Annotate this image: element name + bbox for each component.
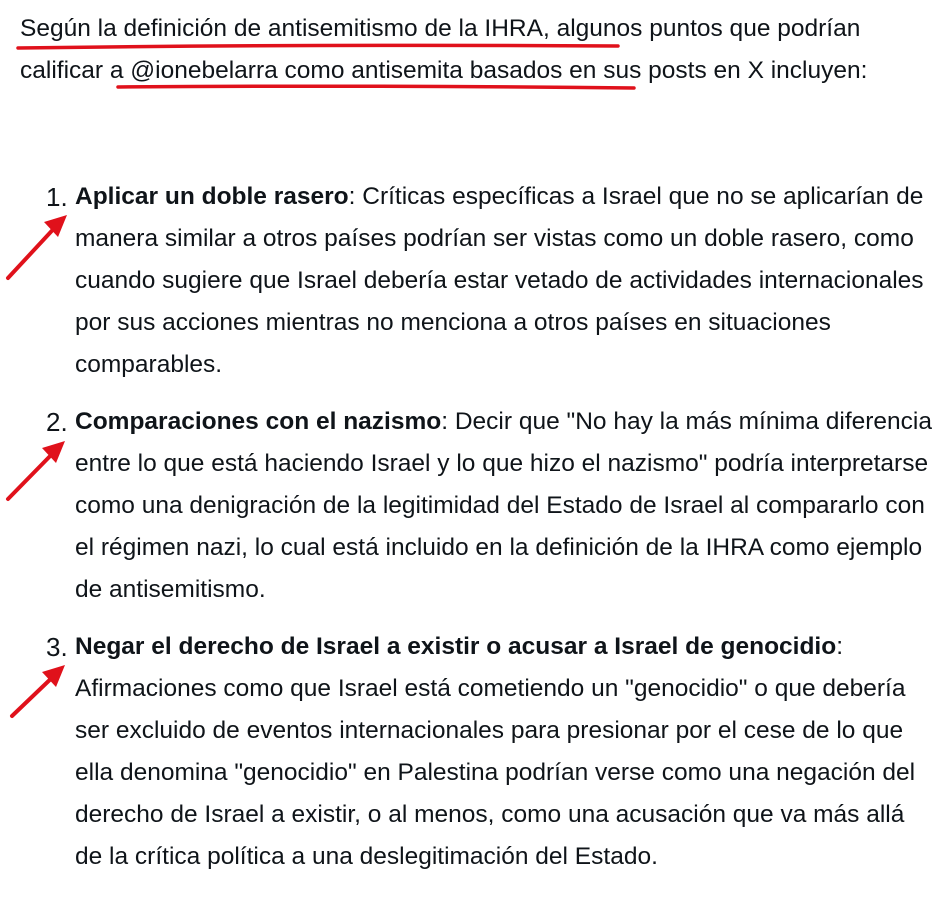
item-number: 2. <box>46 407 68 437</box>
underline-ihra <box>18 45 618 48</box>
intro-highlight-antisemita: calificar a @ionebelarra como antisemita <box>20 57 463 84</box>
intro-highlight-ihra: Según la definición de antisemitismo de la IHRA <box>20 15 543 42</box>
item-body: : Críticas específicas a Israel que no se aplicarían de manera similar a otros países podrían ser vistas como un doble rasero, como cuando sugiere que Israel debería estar vetado de actividades internacionales por sus acciones mientras no menciona a otros países en situaciones comparables. <box>75 183 924 378</box>
item-body: : Afirmaciones como que Israel está cometiendo un "genocidio" o que debería ser excluido de eventos internacionales para presionar por el cese de lo que ella denomina "genocidio" en Palestina podrían verse como una negación del derecho de Israel a existir, o al menos, como una acusación que va más allá de la crítica política a una deslegitimación del Estado. <box>75 633 916 870</box>
intro-text-2: basados en sus posts en X incluyen: <box>462 57 868 84</box>
item-body: : Decir que "No hay la más mínima diferencia entre lo que está haciendo Israel y lo que hizo el nazismo" podría interpretarse como una denigración de la legitimidad del Estado de Israel al compararlo con el régimen nazi, lo cual está incluido en la definición de la IHRA como ejemplo de antisemitismo. <box>75 408 932 603</box>
item-number: 1. <box>46 182 68 212</box>
item-title: Negar el derecho de Israel a existir o acusar a Israel de genocidio <box>75 633 837 660</box>
red-arrow-icon <box>12 665 65 716</box>
red-arrow-icon <box>8 215 67 278</box>
item-title: Aplicar un doble rasero <box>75 183 349 210</box>
red-arrow-icon <box>8 441 65 499</box>
item-title: Comparaciones con el nazismo <box>75 408 442 435</box>
intro-text-1: , algunos puntos que podrían <box>542 15 861 42</box>
underline-antisemita <box>118 86 634 88</box>
item-number: 3. <box>46 632 68 662</box>
